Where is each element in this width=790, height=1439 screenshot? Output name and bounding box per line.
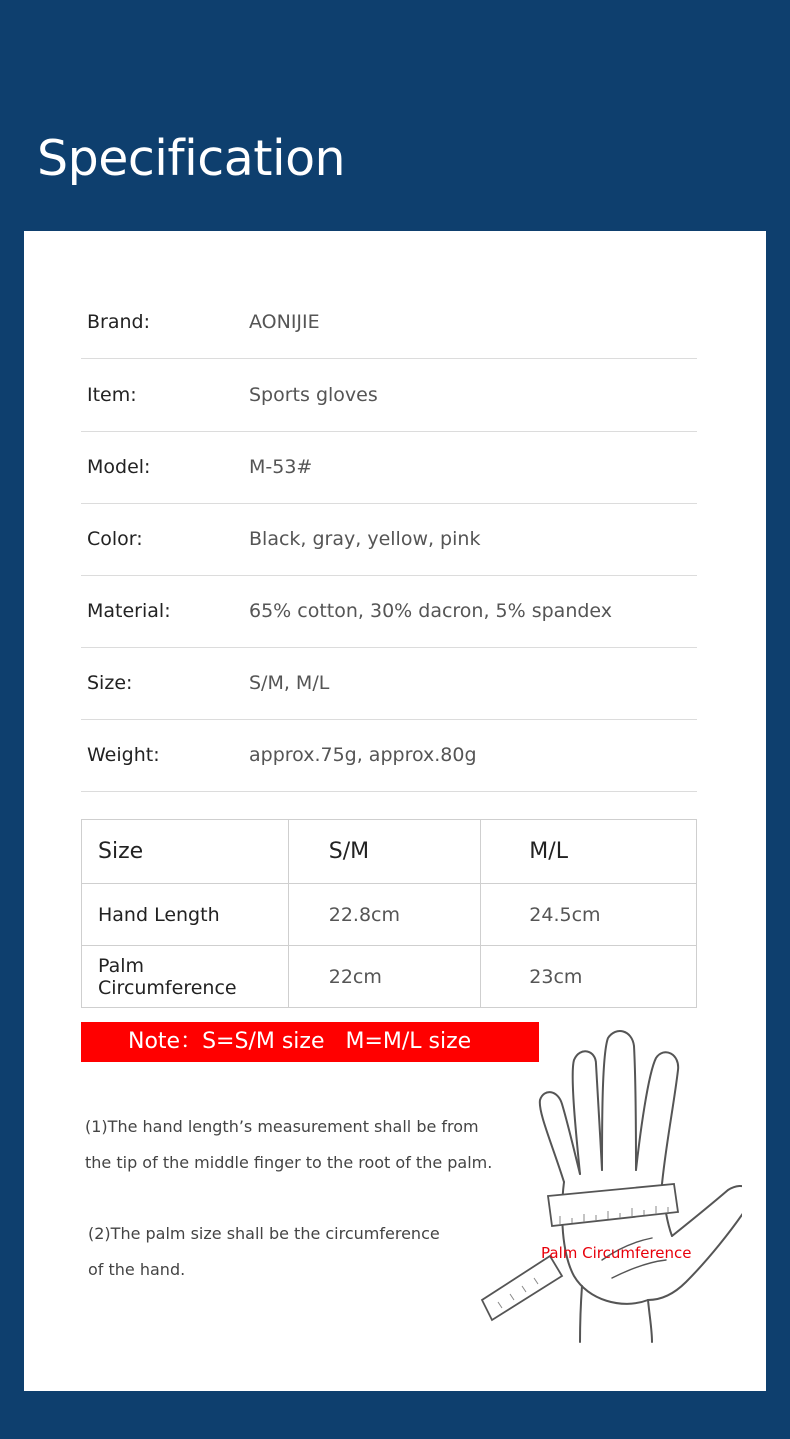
- table-cell: 24.5cm: [481, 884, 697, 946]
- spec-row-brand: [81, 286, 697, 359]
- size-note-banner: Note：S=S/M size M=M/L size: [81, 1022, 539, 1062]
- spec-row-material: [81, 575, 697, 648]
- spec-panel: [24, 231, 766, 1391]
- table-cell: 23cm: [481, 946, 697, 1008]
- spec-value: approx.75g, approx.80g: [249, 744, 477, 766]
- spec-value: M-53#: [249, 456, 313, 478]
- table-cell: Hand Length: [82, 884, 289, 946]
- instruction-line: (1)The hand length’s measurement shall be from: [85, 1117, 479, 1136]
- spec-value: Black, gray, yellow, pink: [249, 528, 481, 550]
- instruction-line: (2)The palm size shall be the circumference: [88, 1224, 440, 1243]
- instruction-hand-length: [85, 1109, 492, 1181]
- page-title: Specification: [37, 130, 346, 187]
- palm-circumference-label: Palm Circumference: [541, 1244, 692, 1262]
- table-row: [82, 884, 697, 946]
- spec-label: Size:: [87, 672, 133, 694]
- spec-label: Weight:: [87, 744, 160, 766]
- table-header-row: [82, 820, 697, 884]
- table-header-cell: M/L: [481, 820, 697, 884]
- spec-value: 65% cotton, 30% dacron, 5% spandex: [249, 600, 613, 622]
- spec-label: Item:: [87, 384, 137, 406]
- table-cell: 22.8cm: [288, 884, 481, 946]
- instruction-palm-size: [88, 1216, 440, 1288]
- hand-measurement-icon: [452, 1024, 742, 1344]
- spec-label: Color:: [87, 528, 143, 550]
- spec-label: Brand:: [87, 311, 150, 333]
- spec-row-size: [81, 647, 697, 720]
- table-header-cell: Size: [82, 820, 289, 884]
- spec-label: Model:: [87, 456, 151, 478]
- spec-value: AONIJIE: [249, 311, 320, 333]
- table-cell: 22cm: [288, 946, 481, 1008]
- instruction-line: the tip of the middle finger to the root of the palm.: [85, 1153, 493, 1172]
- spec-value: Sports gloves: [249, 384, 378, 406]
- size-table: [81, 819, 697, 1008]
- table-header-cell: S/M: [288, 820, 481, 884]
- spec-row-model: [81, 431, 697, 504]
- spec-row-color: [81, 503, 697, 576]
- table-row: [82, 946, 697, 1008]
- instruction-line: of the hand.: [88, 1260, 186, 1279]
- table-cell: Palm Circumference: [82, 946, 289, 1008]
- spec-row-weight: [81, 719, 697, 792]
- spec-row-item: [81, 359, 697, 432]
- spec-value: S/M, M/L: [249, 672, 330, 694]
- spec-label: Material:: [87, 600, 171, 622]
